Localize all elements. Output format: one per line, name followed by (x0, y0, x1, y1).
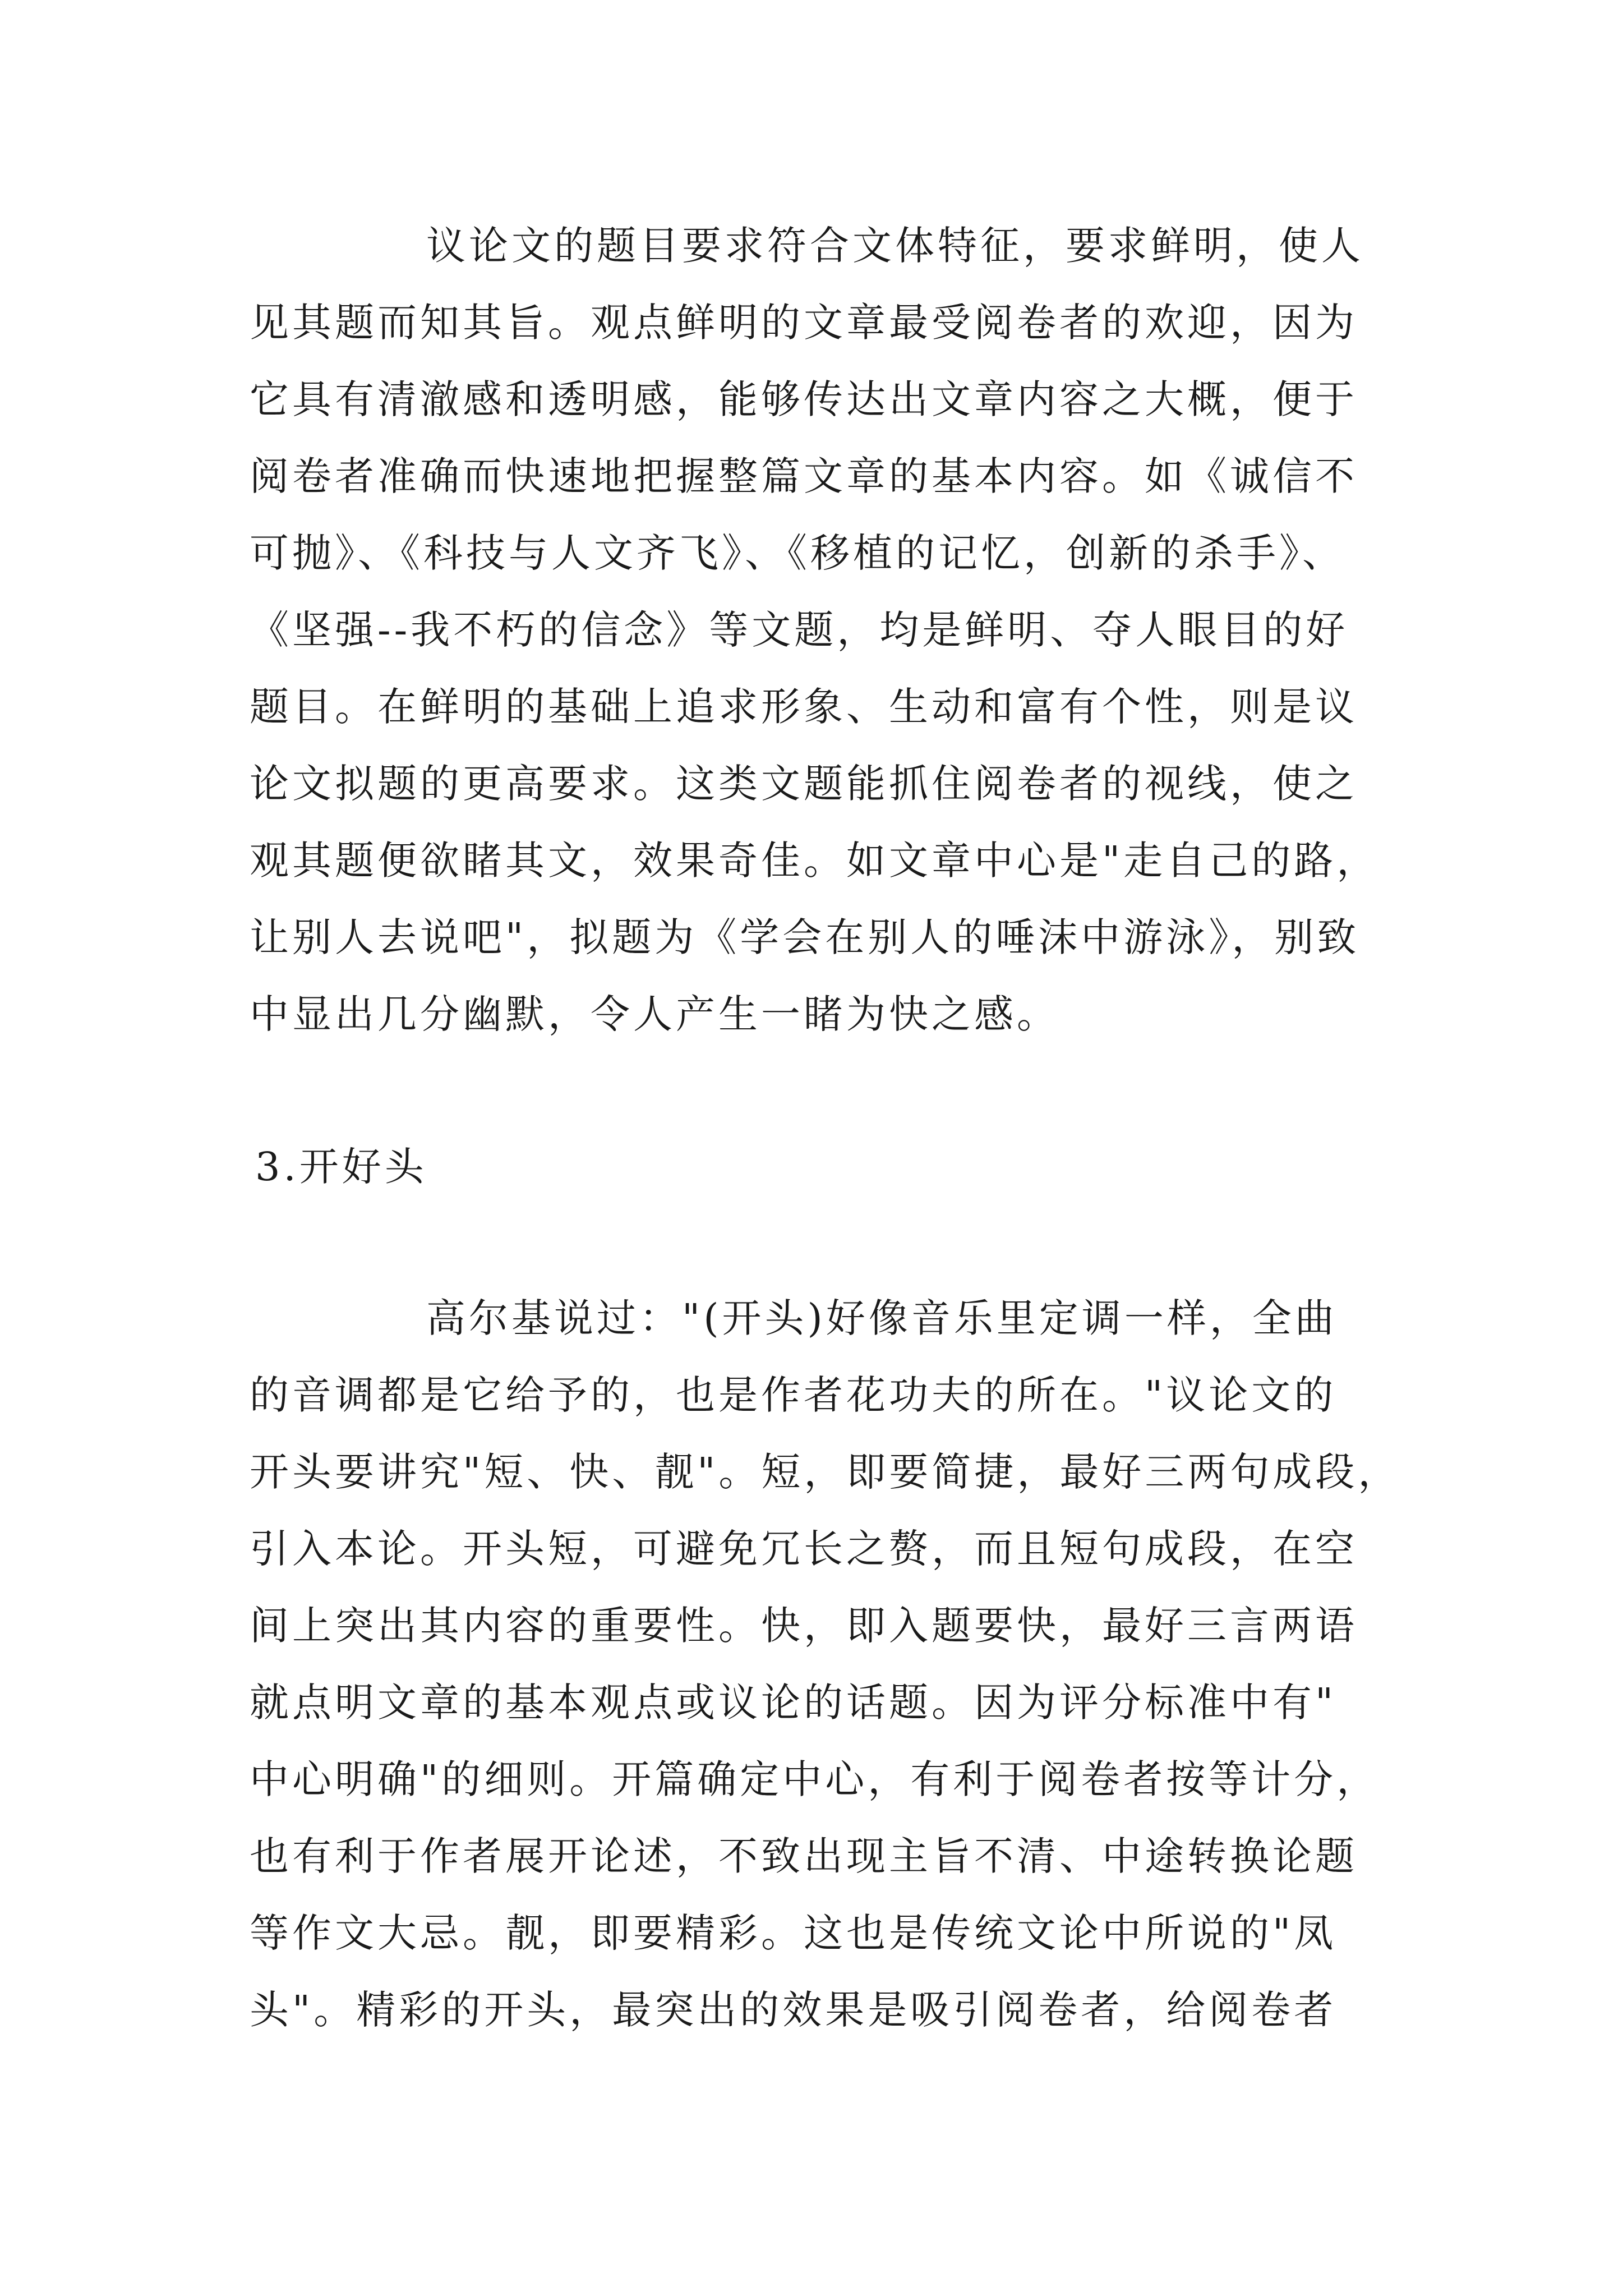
paragraph-line: 《坚强--我不朽的信念》等文题，均是鲜明、夺人眼目的好 (250, 607, 1349, 653)
paragraph-line: 题目。在鲜明的基础上追求形象、生动和富有个性，则是议 (250, 684, 1358, 730)
paragraph-line: 让别人去说吧"，拟题为《学会在别人的唾沫中游泳》，别致 (250, 914, 1360, 960)
paragraph-line: 论文拟题的更高要求。这类文题能抓住阅卷者的视线，使之 (250, 761, 1358, 807)
paragraph-line: 可抛》、《科技与人文齐飞》、《移植的记忆，创新的杀手》、 (250, 530, 1345, 576)
paragraph-line: 见其题而知其旨。观点鲜明的文章最受阅卷者的欢迎，因为 (250, 300, 1358, 346)
paragraph-line: 中心明确"的细则。开篇确定中心，有利于阅卷者按等计分， (250, 1756, 1380, 1802)
paragraph-line: 头"。精彩的开头，最突出的效果是吸引阅卷者，给阅卷者 (250, 1987, 1337, 2033)
paragraph-line: 的音调都是它给予的，也是作者花功夫的所在。"议论文的 (250, 1372, 1337, 1418)
paragraph-line: 开头要讲究"短、快、靓"。短，即要简捷，最好三两句成段， (250, 1449, 1401, 1495)
paragraph-line: 观其题便欲睹其文，效果奇佳。如文章中心是"走自己的路， (250, 838, 1380, 884)
paragraph-line: 等作文大忌。靓，即要精彩。这也是传统文论中所说的"凤 (250, 1910, 1337, 1956)
paragraph-line: 就点明文章的基本观点或议论的话题。因为评分标准中有" (250, 1680, 1337, 1726)
paragraph-line: 高尔基说过："(开头)好像音乐里定调一样，全曲 (426, 1295, 1338, 1341)
paragraph-line: 间上突出其内容的重要性。快，即入题要快，最好三言两语 (250, 1603, 1358, 1649)
paragraph-line: 中显出几分幽默，令人产生一睹为快之感。 (250, 991, 1059, 1037)
paragraph-line: 也有利于作者展开论述，不致出现主旨不清、中途转换论题 (250, 1833, 1358, 1879)
paragraph-line: 阅卷者准确而快速地把握整篇文章的基本内容。如《诚信不 (250, 453, 1358, 499)
section-heading: 3.开好头 (255, 1144, 427, 1190)
paragraph-line: 引入本论。开头短，可避免冗长之赘，而且短句成段，在空 (250, 1526, 1358, 1572)
paragraph-line: 它具有清澈感和透明感，能够传达出文章内容之大概，便于 (250, 376, 1358, 422)
paragraph-line: 议论文的题目要求符合文体特征，要求鲜明，使人 (426, 223, 1364, 269)
